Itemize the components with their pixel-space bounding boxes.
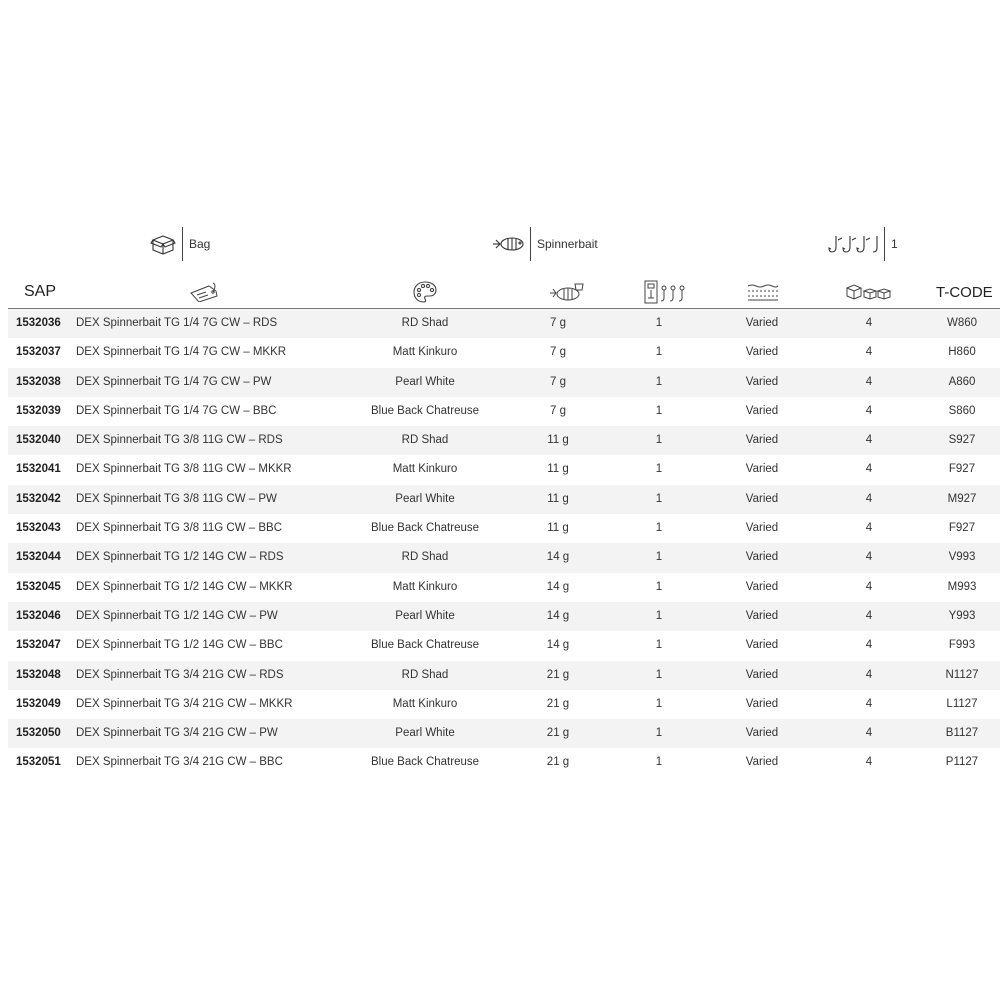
depth-cell: Varied <box>745 639 779 652</box>
quantity-cell: 4 <box>865 580 873 593</box>
table-row <box>8 690 1000 719</box>
hooks-cell: 1 <box>655 580 663 593</box>
price-tag-icon <box>189 276 219 308</box>
depth-cell: Varied <box>745 492 779 505</box>
table-header <box>8 276 1000 309</box>
weight-cell: 14 g <box>546 609 570 622</box>
hooks-cell: 1 <box>655 522 663 535</box>
spec-divider <box>182 227 183 261</box>
product-name-cell: DEX Spinnerbait TG 3/4 21G CW – MKKR <box>76 697 293 710</box>
depth-cell: Varied <box>745 580 779 593</box>
weight-cell: 11 g <box>547 434 569 447</box>
quantity-cell: 4 <box>865 463 873 476</box>
product-name-cell: DEX Spinnerbait TG 3/4 21G CW – RDS <box>76 668 284 681</box>
tcode-cell: S860 <box>948 404 976 417</box>
quantity-cell: 4 <box>865 346 873 359</box>
hooks-count: 1 <box>891 237 898 251</box>
depth-cell: Varied <box>745 346 779 359</box>
palette-icon <box>413 276 437 308</box>
hooks-cell: 1 <box>655 697 663 710</box>
water-depth-icon <box>747 276 779 308</box>
table-row <box>8 309 1000 338</box>
depth-cell: Varied <box>745 317 779 329</box>
color-cell: Blue Back Chatreuse <box>370 522 480 535</box>
product-name-cell: DEX Spinnerbait TG 1/4 7G CW – MKKR <box>76 346 287 359</box>
table-row <box>8 338 1000 367</box>
depth-cell: Varied <box>745 551 779 564</box>
tcode-cell: P1127 <box>945 756 979 769</box>
depth-cell: Varied <box>745 434 779 447</box>
spec-packaging <box>148 226 210 262</box>
tcode-cell: F927 <box>948 522 976 535</box>
product-table <box>8 276 1000 778</box>
quantity-cell: 4 <box>865 375 873 388</box>
weight-cell: 21 g <box>546 697 570 710</box>
tcode-cell: W860 <box>946 317 978 329</box>
weight-cell: 21 g <box>546 668 570 681</box>
color-cell: Matt Kinkuro <box>392 346 458 359</box>
quantity-cell: 4 <box>865 639 873 652</box>
table-row <box>8 631 1000 660</box>
hooks-cell: 1 <box>655 404 663 417</box>
product-name-cell: DEX Spinnerbait TG 1/4 7G CW – BBC <box>76 404 277 417</box>
color-cell: Blue Back Chatreuse <box>370 756 480 769</box>
hooks-cell: 1 <box>655 551 663 564</box>
table-row <box>8 514 1000 543</box>
spec-bar <box>0 226 1000 262</box>
table-row <box>8 661 1000 690</box>
color-cell: Pearl White <box>395 492 455 505</box>
color-cell: Matt Kinkuro <box>392 697 458 710</box>
product-name-cell: DEX Spinnerbait TG 1/4 7G CW – RDS <box>76 317 278 329</box>
weight-cell: 14 g <box>546 639 570 652</box>
spec-type <box>492 226 598 262</box>
tcode-cell: S927 <box>948 434 976 447</box>
color-cell: Blue Back Chatreuse <box>370 639 480 652</box>
type-label: Spinnerbait <box>537 237 598 251</box>
spec-divider <box>530 227 531 261</box>
weight-cell: 11 g <box>547 492 569 505</box>
hooks-cell: 1 <box>655 756 663 769</box>
tcode-cell: M927 <box>947 492 977 505</box>
sap-cell: 1532036 <box>16 317 61 329</box>
hooks-cell: 1 <box>655 434 663 447</box>
depth-cell: Varied <box>745 609 779 622</box>
table-row <box>8 719 1000 748</box>
depth-cell: Varied <box>745 375 779 388</box>
color-cell: RD Shad <box>401 551 449 564</box>
sap-cell: 1532041 <box>16 463 61 476</box>
hooks-cell: 1 <box>655 668 663 681</box>
quantity-cell: 4 <box>865 492 873 505</box>
quantity-cell: 4 <box>865 404 873 417</box>
hooks-cell: 1 <box>655 609 663 622</box>
sap-cell: 1532049 <box>16 697 61 710</box>
hooks-cell: 1 <box>655 463 663 476</box>
sap-cell: 1532046 <box>16 609 61 622</box>
weight-cell: 14 g <box>546 551 570 564</box>
weight-cell: 7 g <box>550 375 566 388</box>
product-name-cell: DEX Spinnerbait TG 1/2 14G CW – BBC <box>76 639 283 652</box>
sap-cell: 1532051 <box>16 756 61 769</box>
color-cell: Pearl White <box>395 727 455 740</box>
product-name-cell: DEX Spinnerbait TG 3/4 21G CW – PW <box>76 727 278 740</box>
quantity-cell: 4 <box>865 756 873 769</box>
color-cell: Pearl White <box>395 609 455 622</box>
depth-cell: Varied <box>745 668 779 681</box>
quantity-cell: 4 <box>865 317 873 329</box>
hook-card-icon <box>644 276 690 308</box>
color-cell: Pearl White <box>395 375 455 388</box>
quantity-cell: 4 <box>865 551 873 564</box>
tcode-cell: Y993 <box>948 609 976 622</box>
depth-cell: Varied <box>745 697 779 710</box>
table-row <box>8 426 1000 455</box>
table-row <box>8 748 1000 777</box>
tcode-cell: A860 <box>948 375 976 388</box>
tcode-cell: L1127 <box>946 697 978 710</box>
sap-cell: 1532037 <box>16 346 61 359</box>
product-name-cell: DEX Spinnerbait TG 3/8 11G CW – RDS <box>76 434 283 447</box>
table-row <box>8 368 1000 397</box>
table-row <box>8 455 1000 484</box>
color-cell: Blue Back Chatreuse <box>370 404 480 417</box>
weight-cell: 7 g <box>550 346 566 359</box>
weight-cell: 11 g <box>547 463 569 476</box>
sap-cell: 1532048 <box>16 668 61 681</box>
sap-cell: 1532050 <box>16 727 61 740</box>
weight-cell: 7 g <box>550 317 566 329</box>
depth-cell: Varied <box>745 756 779 769</box>
tcode-cell: N1127 <box>945 668 979 681</box>
tcode-cell: F927 <box>948 463 976 476</box>
sap-cell: 1532044 <box>16 551 61 564</box>
table-row <box>8 397 1000 426</box>
tcode-cell: F993 <box>948 639 976 652</box>
color-cell: RD Shad <box>401 434 449 447</box>
packaging-label: Bag <box>189 237 211 251</box>
tcode-cell: V993 <box>948 551 976 564</box>
product-name-cell: DEX Spinnerbait TG 3/4 21G CW – BBC <box>76 756 283 769</box>
hooks-cell: 1 <box>655 639 663 652</box>
hooks-cell: 1 <box>655 492 663 505</box>
tcode-cell: H860 <box>948 346 976 359</box>
product-name-cell: DEX Spinnerbait TG 1/2 14G CW – RDS <box>76 551 284 564</box>
sap-cell: 1532047 <box>16 639 61 652</box>
sap-cell: 1532040 <box>16 434 61 447</box>
sap-column-header: SAP <box>24 283 57 300</box>
lure-weight-icon <box>549 276 585 308</box>
table-row <box>8 602 1000 631</box>
hooks-cell: 1 <box>655 375 663 388</box>
quantity-cell: 4 <box>865 609 873 622</box>
table-row <box>8 543 1000 572</box>
hooks-cell: 1 <box>655 317 663 329</box>
product-name-cell: DEX Spinnerbait TG 3/8 11G CW – PW <box>76 492 277 505</box>
hooks-icon <box>828 230 880 258</box>
sap-cell: 1532039 <box>16 404 61 417</box>
sap-cell: 1532043 <box>16 522 61 535</box>
hooks-cell: 1 <box>655 346 663 359</box>
weight-cell: 14 g <box>546 580 570 593</box>
color-cell: RD Shad <box>401 317 449 329</box>
tcode-column-header: T-CODE <box>936 283 993 301</box>
quantity-cell: 4 <box>865 727 873 740</box>
sap-cell: 1532045 <box>16 580 61 593</box>
weight-cell: 11 g <box>547 522 569 535</box>
quantity-cell: 4 <box>865 668 873 681</box>
color-cell: RD Shad <box>401 668 449 681</box>
quantity-cell: 4 <box>865 697 873 710</box>
hooks-cell: 1 <box>655 727 663 740</box>
tcode-cell: B1127 <box>945 727 979 740</box>
weight-cell: 21 g <box>546 756 570 769</box>
tcode-cell: M993 <box>947 580 977 593</box>
depth-cell: Varied <box>745 727 779 740</box>
sap-cell: 1532042 <box>16 492 61 505</box>
table-body <box>8 309 1000 778</box>
product-name-cell: DEX Spinnerbait TG 3/8 11G CW – MKKR <box>76 463 292 476</box>
quantity-cell: 4 <box>865 522 873 535</box>
table-row <box>8 573 1000 602</box>
sap-cell: 1532038 <box>16 375 61 388</box>
product-name-cell: DEX Spinnerbait TG 1/2 14G CW – MKKR <box>76 580 293 593</box>
depth-cell: Varied <box>745 404 779 417</box>
product-name-cell: DEX Spinnerbait TG 3/8 11G CW – BBC <box>76 522 283 535</box>
spinnerbait-fish-icon <box>492 230 526 258</box>
boxes-icon <box>846 276 896 308</box>
weight-cell: 21 g <box>546 727 570 740</box>
depth-cell: Varied <box>745 463 779 476</box>
color-cell: Matt Kinkuro <box>392 580 458 593</box>
depth-cell: Varied <box>745 522 779 535</box>
table-row <box>8 485 1000 514</box>
quantity-cell: 4 <box>865 434 873 447</box>
color-cell: Matt Kinkuro <box>392 463 458 476</box>
product-name-cell: DEX Spinnerbait TG 1/2 14G CW – PW <box>76 609 278 622</box>
product-name-cell: DEX Spinnerbait TG 1/4 7G CW – PW <box>76 375 272 388</box>
weight-cell: 7 g <box>550 404 566 417</box>
spec-divider <box>884 227 885 261</box>
box-icon <box>148 230 178 258</box>
spec-hooks <box>828 226 898 262</box>
